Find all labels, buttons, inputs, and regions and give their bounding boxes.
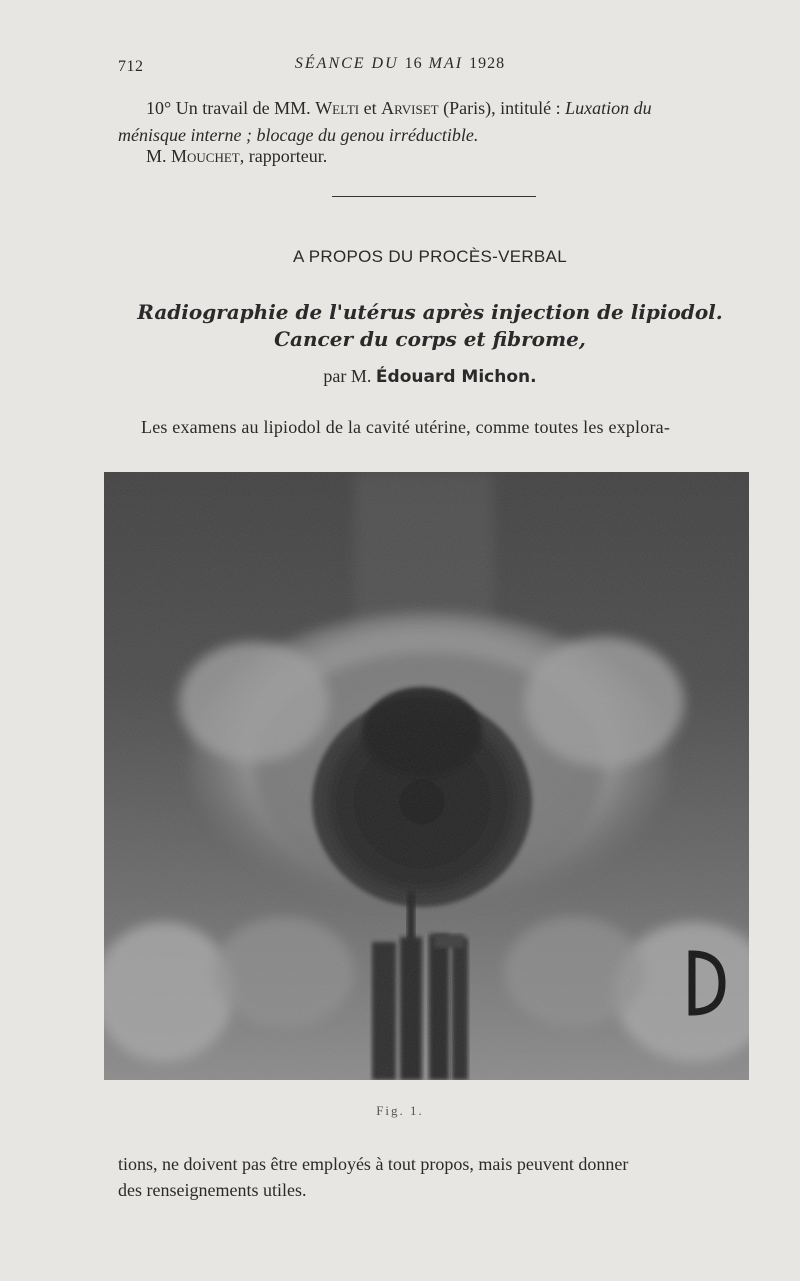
- byline-prefix: par M.: [323, 366, 372, 386]
- item-number: 10°: [146, 98, 172, 118]
- item-title-part2: ménisque interne ; blocage du genou irréductible.: [118, 125, 479, 145]
- item-text-a: Un travail de MM.: [175, 98, 311, 118]
- figure-caption: Fig. 1.: [376, 1103, 424, 1118]
- agenda-item: [118, 95, 758, 149]
- continuation-line2: des renseignements utiles.: [118, 1180, 307, 1200]
- continuation-line1: tions, ne doivent pas être employés à tout propos, mais peuvent donner: [118, 1154, 629, 1174]
- rapporteur-prefix: M.: [146, 146, 167, 166]
- author-arviset: Arviset: [381, 98, 439, 118]
- article-title-line2: Cancer du corps et fibrome,: [274, 327, 586, 351]
- author-welti: Welti: [315, 98, 360, 118]
- radiograph-figure: [104, 472, 749, 1080]
- continuation-text: [118, 1151, 758, 1203]
- agenda-item-line1: [118, 95, 758, 122]
- running-title-year: 1928: [469, 55, 506, 72]
- rapporteur-suffix: , rapporteur.: [239, 146, 328, 166]
- rapporteur-line: [146, 146, 327, 167]
- item-title-part1: Luxation du: [565, 98, 652, 118]
- rapporteur-name: Mouchet: [171, 146, 240, 166]
- byline: [0, 366, 800, 387]
- running-title-prefix: SÉANCE DU: [294, 55, 399, 72]
- byline-author: Édouard Michon.: [375, 367, 537, 387]
- radiograph-image: [104, 472, 749, 1080]
- page-number: 712: [118, 58, 144, 75]
- item-conj: et: [363, 98, 377, 118]
- running-title: [0, 55, 800, 73]
- article-title-line1: Radiographie de l'utérus après injection de lipiodol.: [137, 300, 723, 324]
- item-text-b: (Paris), intitulé :: [443, 98, 561, 118]
- section-divider: [332, 196, 536, 197]
- section-heading: A PROPOS DU PROCÈS-VERBAL: [293, 247, 567, 266]
- running-title-day: 16: [404, 55, 423, 72]
- intro-text: Les examens au lipiodol de la cavité utérine, comme toutes les explora-: [141, 417, 671, 437]
- running-title-month: MAI: [428, 55, 464, 72]
